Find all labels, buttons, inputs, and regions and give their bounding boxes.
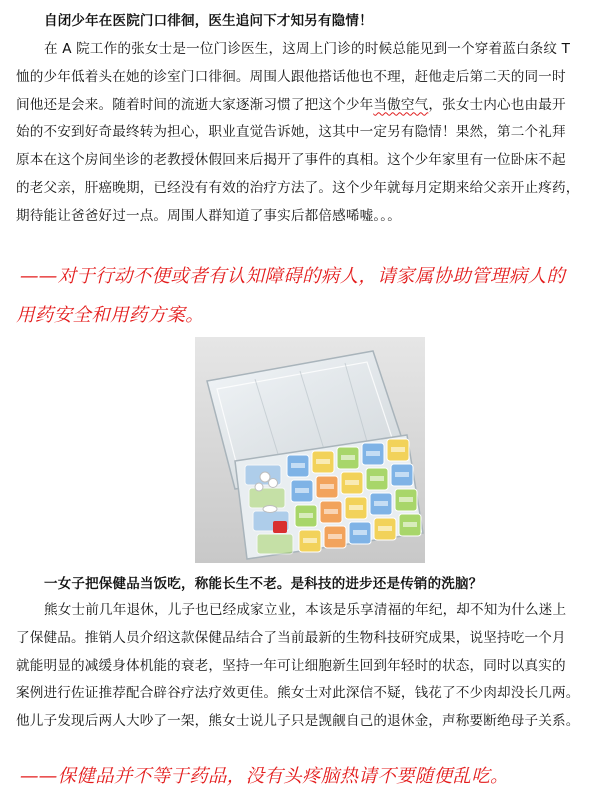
article2-quote: ——保健品并不等于药品，没有头疼脑热请不要随便乱吃。	[20, 766, 509, 787]
article2-line: 案例进行佐证推荐配合辟谷疗法疗效更佳。熊女士对此深信不疑，钱花了不少肉却没长几两。	[16, 685, 580, 702]
article1-line	[16, 92, 576, 120]
article1-quote-line2: 用药安全和用药方案。	[16, 305, 205, 326]
compartment-label-strip	[291, 463, 305, 468]
compartment-label-strip	[353, 530, 367, 535]
white-pill	[260, 472, 270, 482]
compartment-label-strip	[303, 538, 317, 543]
article1-line: 的老父亲，肝癌晚期，已经没有有效的治疗方法了。这个少年就每月定期来给父亲开止疼药，	[16, 179, 580, 196]
article1-body	[16, 36, 580, 231]
article1-line: 在 A 院工作的张女士是一位门诊医生，这周上门诊的时候总能见到一个穿着蓝白条纹 T	[44, 41, 571, 57]
white-pill	[269, 479, 278, 488]
spellcheck-underlined-text: 当傲空气	[373, 96, 429, 113]
article1-line-part: ，张女士内心也由最开	[428, 96, 566, 113]
article1-line: 原本在这个房间坐诊的老教授休假回来后揭开了事件的真相。这个少年家里有一位卧床不起	[16, 152, 566, 169]
article2-line: 了保健品。推销人员介绍这款保健品结合了当前最新的生物科技研究成果，说坚持吃一个月	[16, 629, 566, 646]
article1-line: 期待能让爸爸好过一点。周围人群知道了事实后都倍感唏嘘。。。	[16, 207, 401, 224]
pill-organizer-photo	[195, 337, 425, 563]
article1-line-part: 间他还是会来。随着时间的流逝大家逐渐习惯了把这个少年	[16, 96, 374, 113]
compartment-label-strip	[299, 513, 313, 518]
article1-title: 自闭少年在医院门口徘徊，医生追问下才知另有隐情！	[44, 13, 373, 29]
open-compartment	[257, 534, 293, 554]
article1-line: 始的不安到好奇最终转为担心，职业直觉告诉她，这其中一定另有隐情！果然，第二个礼拜	[16, 124, 566, 141]
compartment-label-strip	[328, 534, 342, 539]
article1-quote-line1: ——对于行动不便或者有认知障碍的病人，请家属协助管理病人的	[20, 266, 566, 287]
compartment-label-strip	[345, 480, 359, 485]
white-pill	[263, 506, 277, 513]
article2-line: 他儿子发现后两人大吵了一架，熊女士说儿子只是觊觎自己的退休金，声称要断绝母子关系。	[16, 713, 580, 730]
article2-line: 就能明显的减缓身体机能的衰老，坚持一年可让细胞新生回到年轻时的状态，同时以真实的	[16, 657, 566, 674]
compartment-label-strip	[395, 472, 409, 477]
pill-organizer-illustration	[195, 337, 425, 563]
compartment-label-strip	[341, 455, 355, 460]
compartment-label-strip	[391, 447, 405, 452]
compartment-label-strip	[349, 505, 363, 510]
article2-title: 一女子把保健品当饭吃，称能长生不老。是科技的进步还是传销的洗脑？	[44, 576, 483, 592]
compartment-label-strip	[324, 509, 338, 514]
compartment-label-strip	[370, 476, 384, 481]
red-pill	[273, 521, 287, 533]
article2-body	[16, 597, 580, 736]
compartment-label-strip	[316, 459, 330, 464]
white-pill	[255, 483, 263, 491]
compartment-label-strip	[399, 497, 413, 502]
compartment-label-strip	[378, 526, 392, 531]
compartment-label-strip	[366, 451, 380, 456]
article2-line: 熊女士前几年退休，儿子也已经成家立业，本该是乐享清福的年纪，却不知为什么迷上	[44, 602, 567, 618]
article1-line: 恤的少年低着头在她的诊室门口徘徊。周围人跟他搭话他也不理，赶他走后第二天的同一时	[16, 68, 566, 85]
compartment-label-strip	[320, 484, 334, 489]
compartment-label-strip	[374, 501, 388, 506]
compartment-label-strip	[403, 522, 417, 527]
open-compartment	[249, 488, 285, 508]
compartment-label-strip	[295, 488, 309, 493]
